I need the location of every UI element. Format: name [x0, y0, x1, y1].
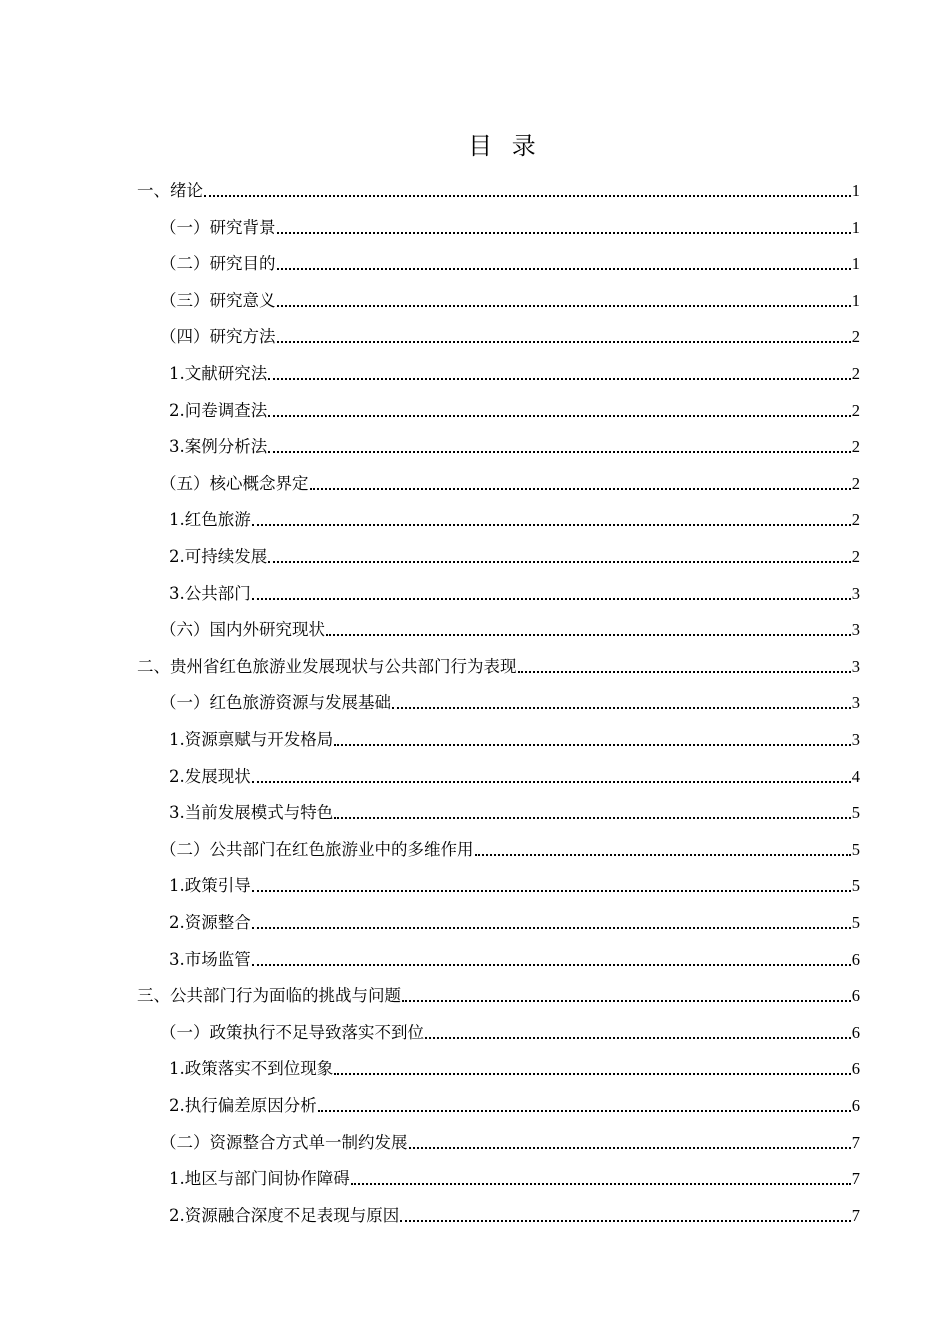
- toc-entry[interactable]: [169, 542, 860, 572]
- toc-entry-text: 1.地区与部门间协作障碍: [169, 1169, 350, 1189]
- toc-dot-leader: [518, 671, 851, 673]
- toc-page-number: 7: [851, 1205, 860, 1225]
- toc-entry[interactable]: [160, 322, 860, 352]
- toc-page-number: 2: [851, 510, 860, 530]
- toc-page-number: 3: [851, 730, 860, 749]
- toc-entry-text: （五）核心概念界定: [160, 473, 309, 493]
- toc-entry[interactable]: [169, 1054, 860, 1084]
- toc-entry[interactable]: [160, 1018, 860, 1048]
- toc-page-number: 5: [851, 839, 860, 859]
- toc-dot-leader: [277, 305, 851, 307]
- toc-dot-leader: [334, 744, 851, 746]
- toc-dot-leader: [475, 854, 851, 856]
- toc-entry-text: 3.案例分析法: [169, 437, 268, 457]
- toc-dot-leader: [252, 964, 851, 966]
- toc-dot-leader: [277, 232, 851, 234]
- toc-page-number: 2: [851, 327, 860, 347]
- toc-entry[interactable]: [137, 652, 860, 682]
- toc-page-number: 3: [851, 583, 860, 603]
- toc-entry-text: （四）研究方法: [160, 327, 276, 347]
- toc-entry[interactable]: [169, 725, 860, 755]
- toc-entry-text: 2.可持续发展: [169, 547, 268, 566]
- toc-entry[interactable]: [160, 469, 860, 499]
- toc-page-number: 5: [851, 913, 860, 932]
- toc-page-number: 3: [851, 656, 860, 676]
- toc-page-number: 2: [851, 437, 860, 457]
- toc-entry-text: 2.执行偏差原因分析: [169, 1096, 317, 1115]
- toc-entry-text: 3.公共部门: [169, 583, 251, 603]
- toc-entry-text: （一）研究背景: [160, 217, 276, 237]
- toc-page-number: 3: [851, 620, 860, 640]
- toc-entry[interactable]: [160, 615, 860, 645]
- toc-entry-text: 三、公共部门行为面临的挑战与问题: [137, 986, 401, 1006]
- toc-entry-text: 二、贵州省红色旅游业发展现状与公共部门行为表现: [137, 656, 517, 676]
- toc-dot-leader: [268, 561, 851, 563]
- toc-page-number: 7: [851, 1132, 860, 1152]
- toc-page-number: 2: [851, 364, 860, 383]
- toc-entry-text: （一）红色旅游资源与发展基础: [160, 693, 391, 713]
- toc-dot-leader: [268, 451, 851, 453]
- toc-entry[interactable]: [169, 1201, 860, 1231]
- toc-entry-text: 1.文献研究法: [169, 364, 268, 383]
- toc-dot-leader: [252, 927, 851, 929]
- toc-page-number: 1: [851, 181, 860, 200]
- toc-page-number: 5: [851, 803, 860, 823]
- toc-dot-leader: [252, 524, 851, 526]
- toc-page-number: 5: [851, 876, 860, 896]
- toc-title: 目 录: [468, 132, 542, 160]
- toc-entry[interactable]: [169, 1091, 860, 1121]
- toc-entry-text: （一）政策执行不足导致落实不到位: [160, 1022, 424, 1042]
- toc-entry-text: 2.发展现状: [169, 766, 251, 786]
- toc-page-number: 1: [851, 254, 860, 274]
- toc-dot-leader: [318, 1110, 851, 1112]
- toc-entry[interactable]: [169, 432, 860, 462]
- toc-page-number: 6: [851, 986, 860, 1006]
- toc-page-number: 2: [851, 400, 860, 420]
- toc-entry-text: 一、绪论: [137, 181, 203, 200]
- toc-entry[interactable]: [160, 213, 860, 243]
- toc-entry[interactable]: [137, 981, 860, 1011]
- toc-entry[interactable]: [137, 176, 860, 206]
- toc-entry-text: （二）研究目的: [160, 254, 276, 274]
- toc-dot-leader: [326, 634, 851, 636]
- toc-page-number: 6: [851, 1096, 860, 1115]
- toc-dot-leader: [334, 1073, 851, 1075]
- toc-dot-leader: [402, 1000, 851, 1002]
- toc-dot-leader: [310, 488, 851, 490]
- toc-entry[interactable]: [169, 871, 860, 901]
- toc-entry-text: 3.当前发展模式与特色: [169, 803, 334, 823]
- toc-entry-text: 3.市场监管: [169, 949, 251, 969]
- toc-dot-leader: [204, 195, 851, 197]
- toc-entry[interactable]: [169, 396, 860, 426]
- toc-entry-text: （三）研究意义: [160, 290, 276, 310]
- toc-entry[interactable]: [169, 798, 860, 828]
- toc-page-number: 2: [851, 547, 860, 566]
- toc-dot-leader: [277, 268, 851, 270]
- toc-dot-leader: [400, 1220, 851, 1222]
- toc-dot-leader: [409, 1147, 851, 1149]
- toc-page-number: 7: [851, 1169, 860, 1189]
- toc-page-number: 6: [851, 1059, 860, 1079]
- toc-dot-leader: [334, 817, 851, 819]
- toc-page-number: 6: [851, 1022, 860, 1042]
- toc-dot-leader: [351, 1183, 851, 1185]
- toc-page-number: 4: [851, 766, 860, 786]
- toc-entry-text: 1.红色旅游: [169, 510, 251, 530]
- toc-entry-text: 2.问卷调查法: [169, 400, 268, 420]
- toc-dot-leader: [252, 598, 851, 600]
- toc-entry[interactable]: [169, 945, 860, 975]
- toc-entry[interactable]: [169, 579, 860, 609]
- toc-entry[interactable]: [160, 1128, 860, 1158]
- toc-entry[interactable]: [160, 286, 860, 316]
- toc-page-number: 3: [851, 693, 860, 713]
- toc-page-number: 1: [851, 217, 860, 237]
- toc-page-number: 1: [851, 290, 860, 310]
- toc-entry-text: （二）公共部门在红色旅游业中的多维作用: [160, 839, 474, 859]
- toc-dot-leader: [252, 781, 851, 783]
- toc-entry[interactable]: [169, 762, 860, 792]
- toc-entry-text: 2.资源融合深度不足表现与原因: [169, 1205, 400, 1225]
- toc-entry[interactable]: [169, 359, 860, 389]
- toc-entry-text: （二）资源整合方式单一制约发展: [160, 1132, 408, 1152]
- toc-dot-leader: [425, 1037, 851, 1039]
- toc-dot-leader: [277, 341, 851, 343]
- toc-entry[interactable]: [169, 908, 860, 938]
- toc-entry[interactable]: [160, 249, 860, 279]
- toc-entry-text: 1.资源禀赋与开发格局: [169, 730, 334, 749]
- toc-entry[interactable]: [160, 688, 860, 718]
- toc-page-number: 6: [851, 949, 860, 969]
- toc-entry[interactable]: [169, 1164, 860, 1194]
- toc-dot-leader: [392, 707, 851, 709]
- toc-entry[interactable]: [160, 835, 860, 865]
- toc-dot-leader: [252, 890, 851, 892]
- toc-dot-leader: [268, 415, 851, 417]
- toc-entry-text: 1.政策引导: [169, 876, 251, 896]
- toc-entry-text: （六）国内外研究现状: [160, 620, 325, 640]
- toc-entry-text: 1.政策落实不到位现象: [169, 1059, 334, 1079]
- toc-entry[interactable]: [169, 505, 860, 535]
- toc-page-number: 2: [851, 473, 860, 493]
- toc-entry-text: 2.资源整合: [169, 913, 251, 932]
- toc-dot-leader: [268, 378, 851, 380]
